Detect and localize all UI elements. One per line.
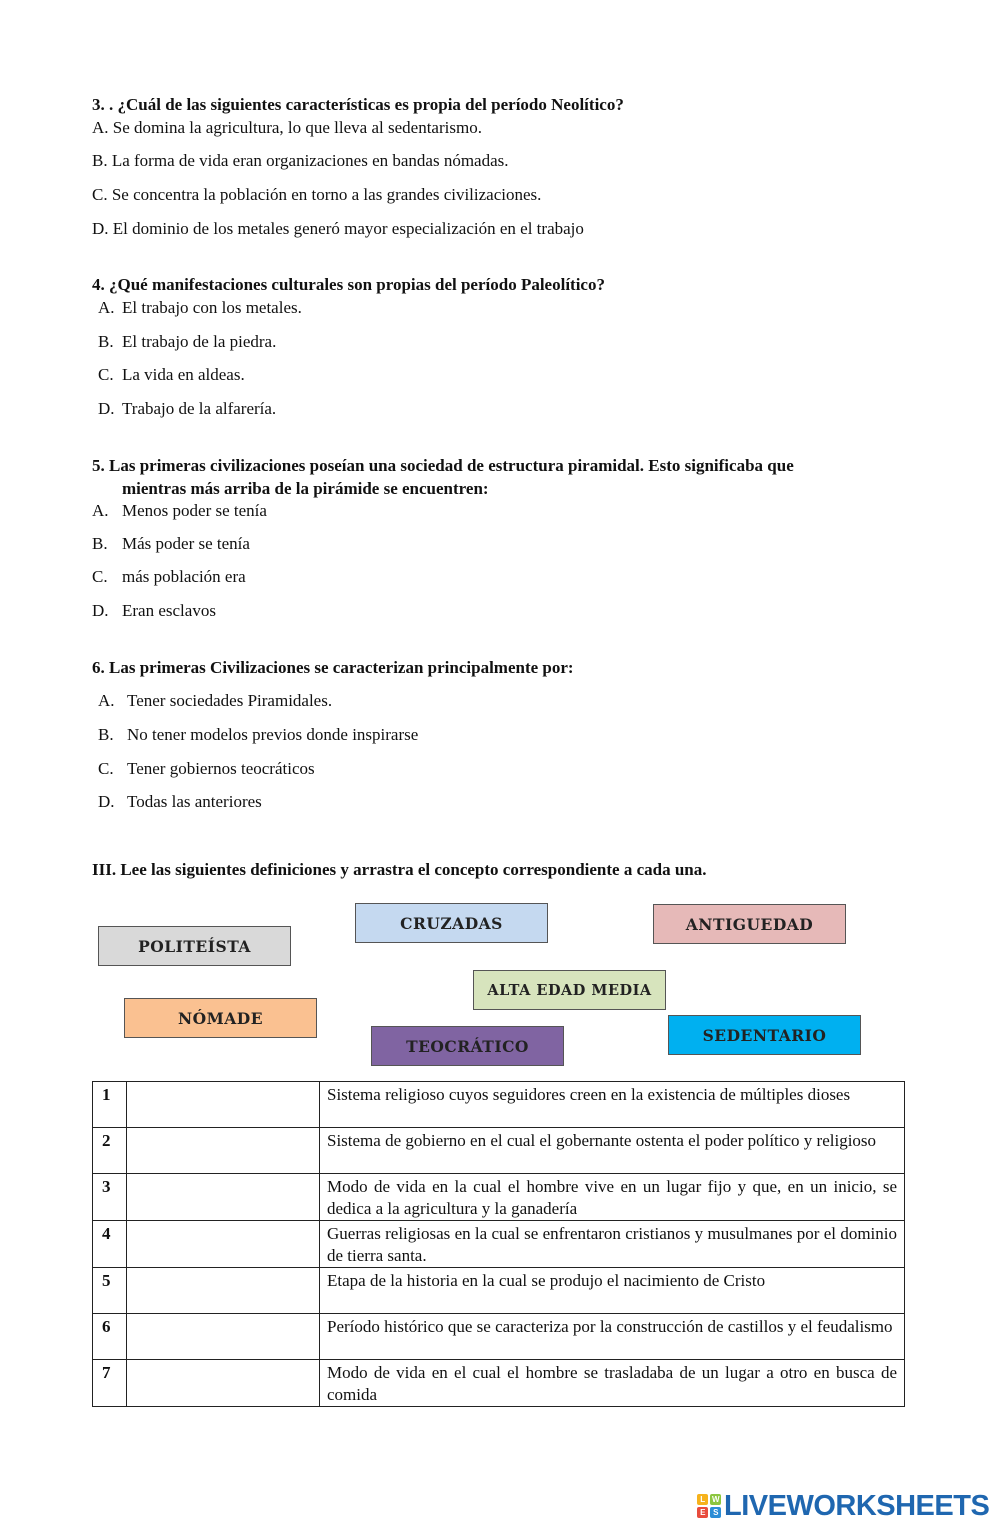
option-letter: D. xyxy=(92,601,109,620)
row-number: 5 xyxy=(93,1268,127,1314)
definition-text: Período histórico que se caracteriza por la construcción de castillos y el feudalismo xyxy=(320,1314,905,1360)
table-row xyxy=(93,1268,905,1314)
row-number: 7 xyxy=(93,1360,127,1407)
question-5-option-a xyxy=(92,499,267,522)
definition-text: Modo de vida en el cual el hombre se trasladaba de un lugar a otro en busca de comida xyxy=(320,1360,905,1407)
option-text: No tener modelos previos donde inspirarse xyxy=(127,725,419,744)
option-text: La vida en aldeas. xyxy=(122,365,245,384)
option-text: Todas las anteriores xyxy=(127,792,262,811)
option-text: Menos poder se tenía xyxy=(122,501,267,520)
option-text: Más poder se tenía xyxy=(122,534,250,553)
option-letter: B. xyxy=(92,534,108,553)
table-row xyxy=(93,1221,905,1268)
question-3-title: 3. . ¿Cuál de las siguientes características es propia del período Neolítico? xyxy=(92,95,624,114)
definition-text: Modo de vida en la cual el hombre vive en un lugar fijo y que, en un inicio, se dedica a la agricultura y la ganadería xyxy=(320,1174,905,1221)
liveworksheets-logo xyxy=(697,1490,989,1522)
row-number: 3 xyxy=(93,1174,127,1221)
concept-tile-politeista[interactable]: POLITEÍSTA xyxy=(98,926,291,966)
row-number: 1 xyxy=(93,1082,127,1128)
option-text: Trabajo de la alfarería. xyxy=(122,399,277,418)
concept-tile-sedentario[interactable]: SEDENTARIO xyxy=(668,1015,861,1055)
concept-tile-antiguedad[interactable]: ANTIGUEDAD xyxy=(653,904,846,944)
question-4-option-a xyxy=(98,296,302,319)
option-letter: A. xyxy=(98,298,115,317)
question-5-title-line2: mientras más arriba de la pirámide se encuentren: xyxy=(122,479,489,498)
question-5-option-c xyxy=(92,565,246,588)
option-letter: A. xyxy=(98,691,115,710)
drop-zone-1[interactable] xyxy=(127,1082,320,1128)
option-text: más población era xyxy=(122,567,246,586)
section-3-title: III. Lee las siguientes definiciones y arrastra el concepto correspondiente a cada una. xyxy=(92,860,707,879)
table-row xyxy=(93,1314,905,1360)
definition-text: Etapa de la historia en la cual se produjo el nacimiento de Cristo xyxy=(320,1268,905,1314)
table-row xyxy=(93,1082,905,1128)
definition-text: Guerras religiosas en la cual se enfrentaron cristianos y musulmanes por el dominio de tierra santa. xyxy=(320,1221,905,1268)
option-text: El trabajo de la piedra. xyxy=(122,332,277,351)
row-number: 6 xyxy=(93,1314,127,1360)
question-5-title-line1: 5. Las primeras civilizaciones poseían una sociedad de estructura piramidal. Esto significaba que xyxy=(92,456,794,475)
question-3-option-b: B. La forma de vida eran organizaciones en bandas nómadas. xyxy=(92,151,509,170)
question-5-option-d xyxy=(92,599,216,622)
logo-icon xyxy=(697,1494,721,1518)
logo-block: W xyxy=(711,1495,720,1504)
question-6-title: 6. Las primeras Civilizaciones se caracterizan principalmente por: xyxy=(92,658,574,677)
drop-zone-7[interactable] xyxy=(127,1360,320,1407)
table-row xyxy=(93,1128,905,1174)
logo-text: LIVEWORKSHEETS xyxy=(724,1489,990,1522)
logo-block: S xyxy=(710,1507,721,1518)
definition-text: Sistema religioso cuyos seguidores creen en la existencia de múltiples dioses xyxy=(320,1082,905,1128)
question-4-option-c xyxy=(98,363,245,386)
option-text: Tener gobiernos teocráticos xyxy=(127,759,315,778)
logo-block: E xyxy=(697,1507,708,1518)
concept-tile-nomade[interactable]: NÓMADE xyxy=(124,998,317,1038)
concept-tile-cruzadas[interactable]: CRUZADAS xyxy=(355,903,548,943)
table-row xyxy=(93,1174,905,1221)
question-5-option-b xyxy=(92,532,250,555)
question-3-option-c: C. Se concentra la población en torno a las grandes civilizaciones. xyxy=(92,185,542,204)
concept-tile-teocratico[interactable]: TEOCRÁTICO xyxy=(371,1026,564,1066)
question-6-option-b xyxy=(98,723,418,746)
drop-zone-6[interactable] xyxy=(127,1314,320,1360)
question-6-option-d xyxy=(98,790,262,813)
row-number: 2 xyxy=(93,1128,127,1174)
option-letter: B. xyxy=(98,332,114,351)
question-4-option-d xyxy=(98,397,276,420)
definition-text: Sistema de gobierno en el cual el gobernante ostenta el poder político y religioso xyxy=(320,1128,905,1174)
option-letter: B. xyxy=(98,725,114,744)
question-6-option-c xyxy=(98,757,315,780)
drop-zone-3[interactable] xyxy=(127,1174,320,1221)
question-4-title: 4. ¿Qué manifestaciones culturales son propias del período Paleolítico? xyxy=(92,275,605,294)
logo-block: L xyxy=(697,1494,708,1505)
option-letter: A. xyxy=(92,501,109,520)
question-6-option-a xyxy=(98,689,332,712)
question-3-option-a: A. Se domina la agricultura, lo que lleva al sedentarismo. xyxy=(92,118,482,137)
option-letter: C. xyxy=(98,759,114,778)
option-letter: D. xyxy=(98,399,115,418)
question-3-option-d: D. El dominio de los metales generó mayor especialización en el trabajo xyxy=(92,219,584,238)
drop-zone-4[interactable] xyxy=(127,1221,320,1268)
option-letter: D. xyxy=(98,792,115,811)
table-row xyxy=(93,1360,905,1407)
definitions-table xyxy=(92,1081,905,1407)
question-4-option-b xyxy=(98,330,276,353)
concept-tile-alta-edad-media[interactable]: ALTA EDAD MEDIA xyxy=(473,970,666,1010)
option-letter: C. xyxy=(98,365,114,384)
option-text: Eran esclavos xyxy=(122,601,216,620)
row-number: 4 xyxy=(93,1221,127,1268)
option-letter: C. xyxy=(92,567,108,586)
drop-zone-2[interactable] xyxy=(127,1128,320,1174)
option-text: Tener sociedades Piramidales. xyxy=(127,691,333,710)
option-text: El trabajo con los metales. xyxy=(122,298,302,317)
drop-zone-5[interactable] xyxy=(127,1268,320,1314)
